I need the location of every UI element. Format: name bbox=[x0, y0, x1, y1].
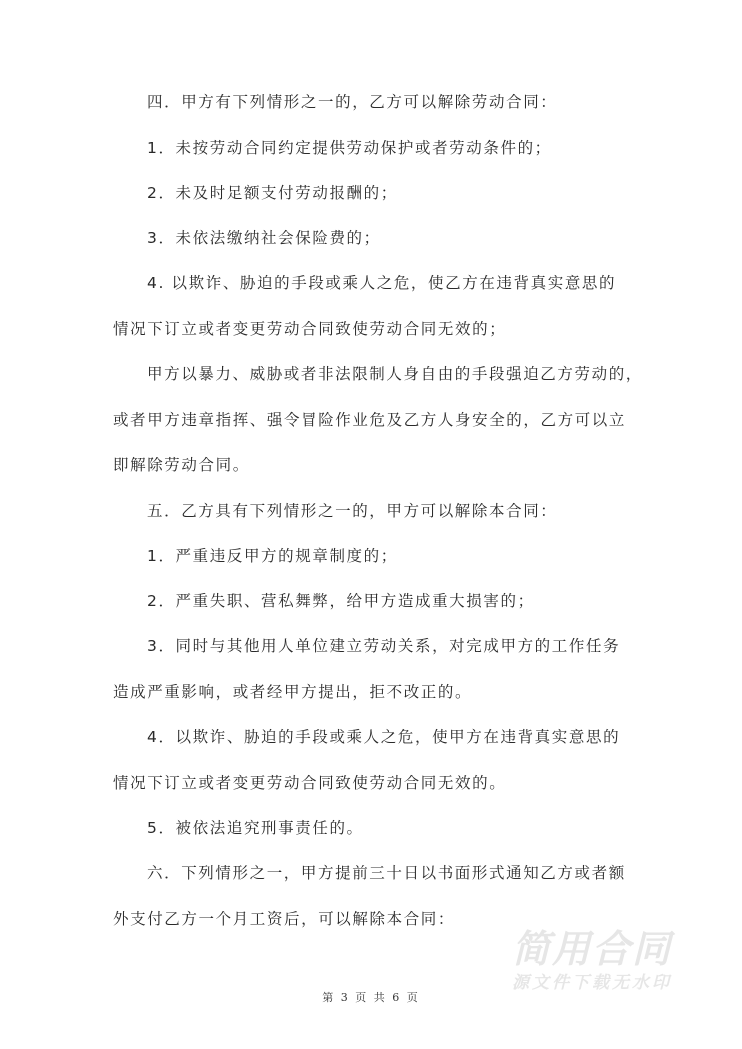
paragraph-continued: 或者甲方违章指挥、强令冒险作业危及乙方人身安全的，乙方可以立 bbox=[113, 411, 627, 429]
watermark-subtitle: 源文件下载无水印 bbox=[512, 973, 672, 993]
list-item: 1．严重违反甲方的规章制度的； bbox=[147, 547, 398, 565]
list-item: 5．被依法追究刑事责任的。 bbox=[147, 819, 364, 837]
list-item: 3．同时与其他用人单位建立劳动关系，对完成甲方的工作任务 bbox=[147, 637, 621, 655]
section-heading: 四．甲方有下列情形之一的，乙方可以解除劳动合同： bbox=[147, 93, 558, 111]
list-item-continued: 情况下订立或者变更劳动合同致使劳动合同无效的； bbox=[113, 320, 507, 338]
section-heading: 五．乙方具有下列情形之一的，甲方可以解除本合同： bbox=[147, 502, 558, 520]
list-item: 2．未及时足额支付劳动报酬的； bbox=[147, 184, 398, 202]
list-item: 4．以欺诈、胁迫的手段或乘人之危，使甲方在违背真实意思的 bbox=[147, 728, 621, 746]
list-item: 1．未按劳动合同约定提供劳动保护或者劳动条件的； bbox=[147, 139, 552, 157]
section-heading: 六．下列情形之一，甲方提前三十日以书面形式通知乙方或者额 bbox=[147, 864, 626, 882]
page-number: 第 3 页 共 6 页 bbox=[322, 991, 420, 1004]
section-heading-continued: 外支付乙方一个月工资后，可以解除本合同： bbox=[113, 910, 456, 928]
list-item: 3．未依法缴纳社会保险费的； bbox=[147, 229, 381, 247]
paragraph-continued: 即解除劳动合同。 bbox=[113, 456, 250, 474]
list-item: 2．严重失职、营私舞弊，给甲方造成重大损害的； bbox=[147, 592, 535, 610]
paragraph: 甲方以暴力、威胁或者非法限制人身自由的手段强迫乙方劳动的， bbox=[147, 365, 643, 383]
list-item: 4. 以欺诈、胁迫的手段或乘人之危，使乙方在违背真实意思的 bbox=[147, 274, 617, 292]
list-item-continued: 情况下订立或者变更劳动合同致使劳动合同无效的。 bbox=[113, 774, 507, 792]
watermark-title: 简用合同 bbox=[512, 927, 673, 971]
list-item-continued: 造成严重影响，或者经甲方提出，拒不改正的。 bbox=[113, 683, 473, 701]
